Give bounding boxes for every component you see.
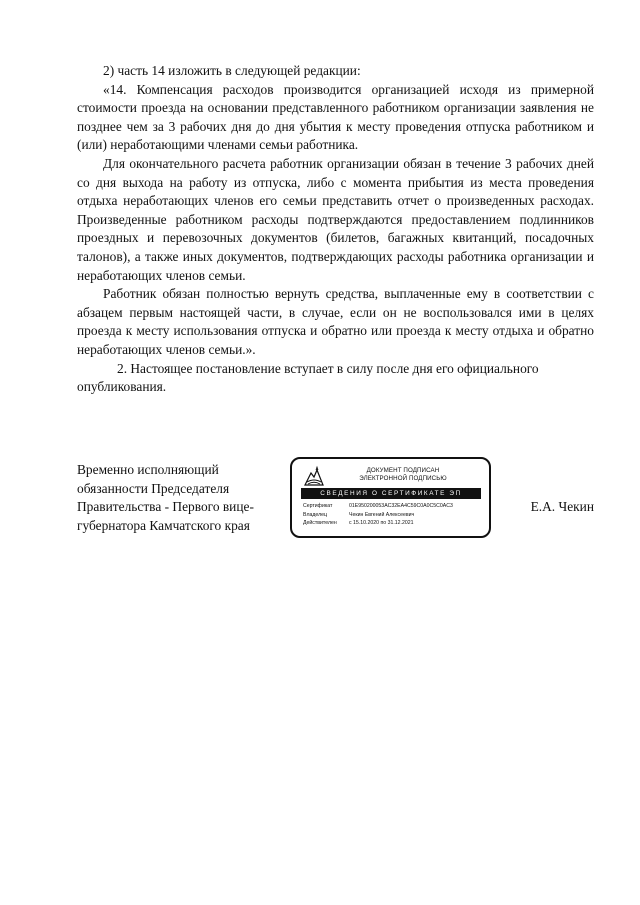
paragraph-entry-into-force: 2. Настоящее постановление вступает в силу после дня его официального опубликования. bbox=[77, 360, 539, 395]
stamp-header-line: ЭЛЕКТРОННОЙ ПОДПИСЬЮ bbox=[359, 475, 447, 483]
stamp-row-key: Сертификат bbox=[303, 503, 333, 509]
signer-title-line: Временно исполняющий bbox=[77, 462, 219, 477]
signer-title-line: Правительства - Первого вице- bbox=[77, 499, 254, 515]
signer-title-line: обязанности Председателя bbox=[77, 480, 230, 496]
stamp-row-owner bbox=[303, 511, 483, 520]
stamp-certificate-details bbox=[303, 502, 483, 528]
electronic-signature-stamp bbox=[290, 457, 491, 538]
paragraph-amendment-intro: 2) часть 14 изложить в следующей редакции: bbox=[103, 63, 361, 78]
signer-name: Е.А. Чекин bbox=[530, 499, 594, 514]
stamp-row-validity bbox=[303, 519, 483, 528]
kamchatka-emblem-icon bbox=[303, 465, 325, 487]
stamp-row-key: Действителен bbox=[303, 520, 337, 527]
stamp-header-line: ДОКУМЕНТ ПОДПИСАН bbox=[366, 467, 440, 474]
document-body bbox=[77, 62, 594, 397]
signer-title bbox=[77, 461, 282, 535]
stamp-row-value: 01E950200053AC32EA4C59C0A0C5C0AC3 bbox=[349, 503, 453, 509]
signature-block bbox=[77, 461, 597, 541]
signer-title-line: губернатора Камчатского края bbox=[77, 517, 250, 533]
stamp-header bbox=[328, 467, 478, 484]
paragraph-part-14: «14. Компенсация расходов производится организацией исходя из примерной стоимости проезда на основании представленного работником организации заявления не позднее чем за 3 рабочих дня до дня убытия к месту проведения отпуска работником и (или) неработающими членами семьи работника. bbox=[77, 81, 594, 153]
stamp-row-value: Чекин Евгений Алексеевич bbox=[349, 511, 415, 518]
stamp-certificate-bar: СВЕДЕНИЯ О СЕРТИФИКАТЕ ЭП bbox=[301, 488, 481, 499]
stamp-row-key: Владелец bbox=[303, 511, 327, 518]
paragraph-refund-obligation: Работник обязан полностью вернуть средства, выплаченные ему в соответствии с абзацем первым настоящей части, в случае, если он не воспользовался ими в целях проезда к месту использования отпуска и обратно или проезда к месту отдыха и обратно неработающих членов семьи.». bbox=[77, 286, 594, 357]
stamp-row-value: с 15.10.2020 по 31.12.2021 bbox=[349, 520, 414, 527]
paragraph-final-settlement: Для окончательного расчета работник организации обязан в течение 3 рабочих дней со дня выхода на работу из отпуска, либо с момента прибытия из места проведения отдыха неработающих членов его семьи представить отчет о произведенных расходах. Произведенные работником расходы подтверждаются предоставлением подлинников проездных и перевозочных документов (билетов, багажных квитанций, посадочных талонов), а также иных документов, подтверждающих расходы работника организации и неработающих членов семьи. bbox=[77, 155, 594, 283]
stamp-row-certificate bbox=[303, 502, 483, 511]
